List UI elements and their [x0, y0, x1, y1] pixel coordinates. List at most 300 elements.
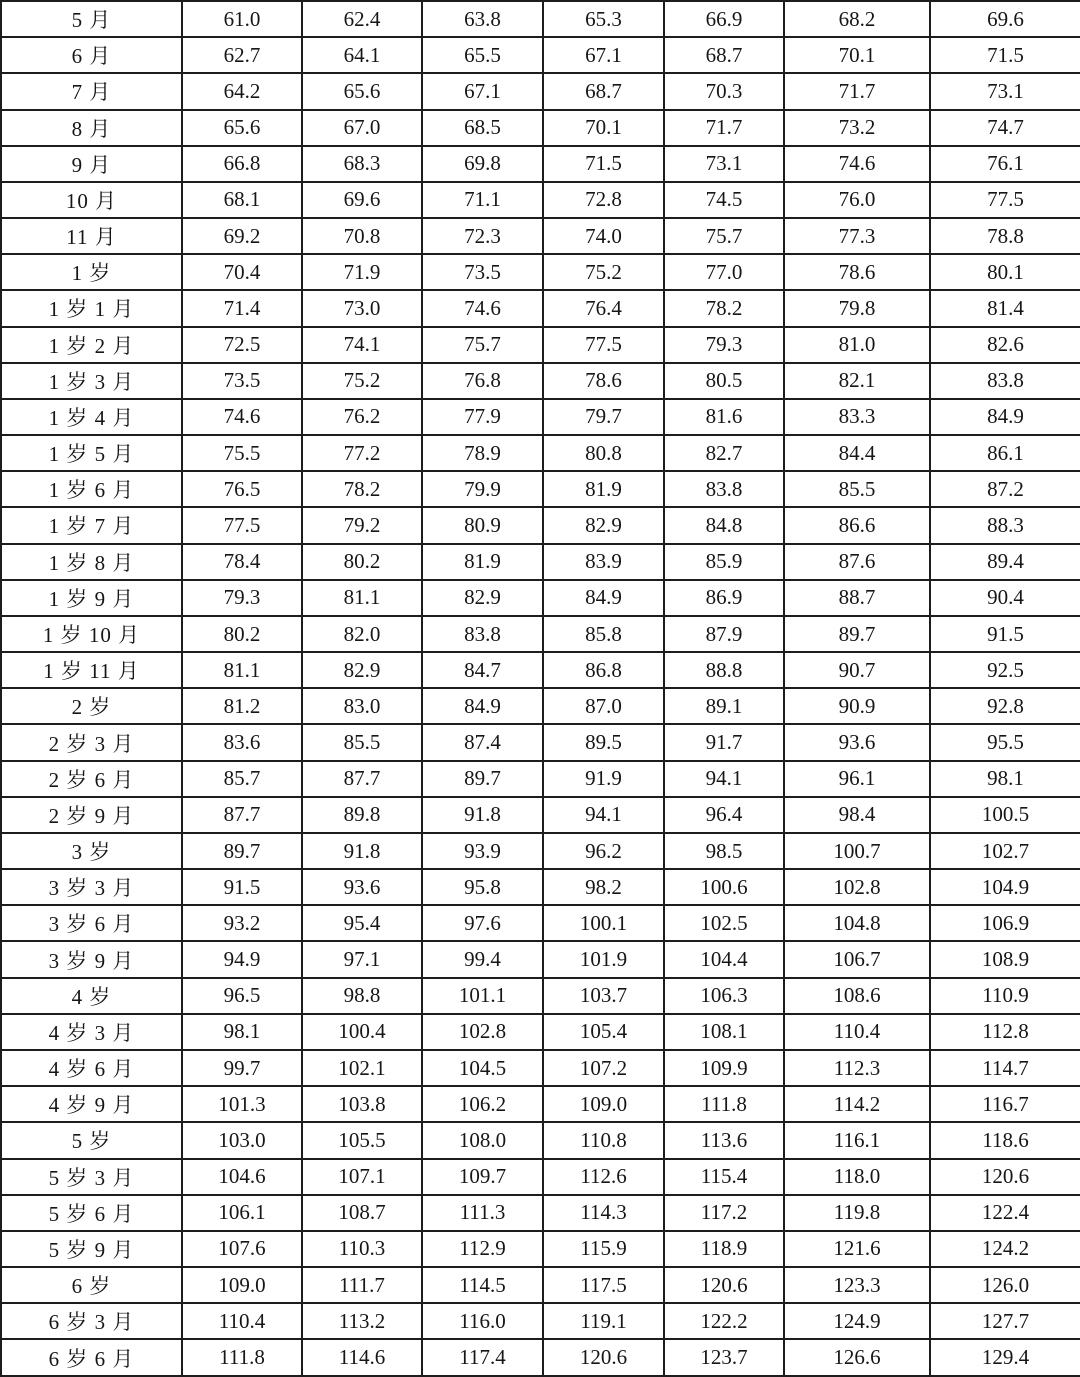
value-cell: 98.1	[930, 761, 1080, 797]
value-cell: 100.1	[543, 905, 664, 941]
value-cell: 74.1	[302, 327, 422, 363]
value-cell: 82.0	[302, 616, 422, 652]
age-label-cell: 3 岁	[1, 833, 182, 869]
value-cell: 114.5	[422, 1267, 543, 1303]
value-cell: 76.0	[784, 182, 930, 218]
value-cell: 95.8	[422, 869, 543, 905]
value-cell: 93.6	[784, 724, 930, 760]
value-cell: 98.4	[784, 797, 930, 833]
value-cell: 78.6	[543, 363, 664, 399]
table-row	[1, 761, 1080, 797]
age-label-cell: 3 岁 3 月	[1, 869, 182, 905]
value-cell: 92.5	[930, 652, 1080, 688]
value-cell: 77.5	[543, 327, 664, 363]
value-cell: 108.0	[422, 1122, 543, 1158]
value-cell: 85.8	[543, 616, 664, 652]
value-cell: 70.3	[664, 73, 784, 109]
age-label-cell: 5 岁	[1, 1122, 182, 1158]
age-label-cell: 5 岁 6 月	[1, 1195, 182, 1231]
value-cell: 87.2	[930, 471, 1080, 507]
value-cell: 78.2	[664, 290, 784, 326]
value-cell: 76.5	[182, 471, 302, 507]
value-cell: 112.8	[930, 1014, 1080, 1050]
age-label-cell: 1 岁 2 月	[1, 327, 182, 363]
value-cell: 106.3	[664, 978, 784, 1014]
value-cell: 118.0	[784, 1159, 930, 1195]
value-cell: 102.1	[302, 1050, 422, 1086]
value-cell: 73.1	[930, 73, 1080, 109]
table-row	[1, 1159, 1080, 1195]
value-cell: 65.6	[182, 110, 302, 146]
value-cell: 121.6	[784, 1231, 930, 1267]
value-cell: 70.1	[784, 37, 930, 73]
value-cell: 74.6	[784, 146, 930, 182]
value-cell: 100.6	[664, 869, 784, 905]
value-cell: 67.0	[302, 110, 422, 146]
value-cell: 68.7	[664, 37, 784, 73]
value-cell: 84.7	[422, 652, 543, 688]
table-row	[1, 724, 1080, 760]
value-cell: 110.8	[543, 1122, 664, 1158]
value-cell: 78.6	[784, 254, 930, 290]
age-label-cell: 5 岁 9 月	[1, 1231, 182, 1267]
value-cell: 68.2	[784, 1, 930, 37]
value-cell: 110.9	[930, 978, 1080, 1014]
value-cell: 100.7	[784, 833, 930, 869]
value-cell: 65.3	[543, 1, 664, 37]
value-cell: 87.9	[664, 616, 784, 652]
value-cell: 71.1	[422, 182, 543, 218]
value-cell: 112.6	[543, 1159, 664, 1195]
value-cell: 77.5	[930, 182, 1080, 218]
value-cell: 81.4	[930, 290, 1080, 326]
value-cell: 85.7	[182, 761, 302, 797]
age-label-cell: 1 岁 9 月	[1, 580, 182, 616]
age-label-cell: 1 岁 3 月	[1, 363, 182, 399]
value-cell: 79.3	[664, 327, 784, 363]
value-cell: 116.0	[422, 1303, 543, 1339]
age-label-cell: 1 岁 8 月	[1, 544, 182, 580]
value-cell: 88.3	[930, 507, 1080, 543]
value-cell: 119.1	[543, 1303, 664, 1339]
value-cell: 81.6	[664, 399, 784, 435]
value-cell: 64.2	[182, 73, 302, 109]
value-cell: 91.7	[664, 724, 784, 760]
value-cell: 94.1	[664, 761, 784, 797]
value-cell: 72.5	[182, 327, 302, 363]
value-cell: 100.5	[930, 797, 1080, 833]
value-cell: 129.4	[930, 1339, 1080, 1376]
value-cell: 79.2	[302, 507, 422, 543]
value-cell: 81.1	[182, 652, 302, 688]
value-cell: 99.4	[422, 941, 543, 977]
value-cell: 68.7	[543, 73, 664, 109]
value-cell: 89.7	[422, 761, 543, 797]
age-label-cell: 6 月	[1, 37, 182, 73]
value-cell: 74.0	[543, 218, 664, 254]
value-cell: 112.9	[422, 1231, 543, 1267]
value-cell: 102.7	[930, 833, 1080, 869]
value-cell: 79.3	[182, 580, 302, 616]
table-row	[1, 435, 1080, 471]
value-cell: 94.1	[543, 797, 664, 833]
value-cell: 93.9	[422, 833, 543, 869]
value-cell: 75.7	[664, 218, 784, 254]
value-cell: 74.6	[182, 399, 302, 435]
value-cell: 66.9	[664, 1, 784, 37]
value-cell: 91.5	[930, 616, 1080, 652]
value-cell: 87.7	[182, 797, 302, 833]
value-cell: 89.1	[664, 688, 784, 724]
value-cell: 67.1	[543, 37, 664, 73]
value-cell: 81.0	[784, 327, 930, 363]
age-label-cell: 3 岁 9 月	[1, 941, 182, 977]
value-cell: 109.7	[422, 1159, 543, 1195]
value-cell: 108.1	[664, 1014, 784, 1050]
value-cell: 71.9	[302, 254, 422, 290]
table-row	[1, 471, 1080, 507]
value-cell: 120.6	[664, 1267, 784, 1303]
value-cell: 106.2	[422, 1086, 543, 1122]
value-cell: 83.0	[302, 688, 422, 724]
value-cell: 126.0	[930, 1267, 1080, 1303]
value-cell: 70.4	[182, 254, 302, 290]
value-cell: 127.7	[930, 1303, 1080, 1339]
table-row	[1, 507, 1080, 543]
value-cell: 80.1	[930, 254, 1080, 290]
value-cell: 87.7	[302, 761, 422, 797]
age-label-cell: 2 岁 3 月	[1, 724, 182, 760]
value-cell: 108.7	[302, 1195, 422, 1231]
value-cell: 126.6	[784, 1339, 930, 1376]
value-cell: 76.8	[422, 363, 543, 399]
value-cell: 75.2	[543, 254, 664, 290]
value-cell: 71.7	[664, 110, 784, 146]
value-cell: 123.7	[664, 1339, 784, 1376]
value-cell: 111.3	[422, 1195, 543, 1231]
value-cell: 84.8	[664, 507, 784, 543]
value-cell: 84.9	[930, 399, 1080, 435]
value-cell: 63.8	[422, 1, 543, 37]
value-cell: 96.1	[784, 761, 930, 797]
value-cell: 86.8	[543, 652, 664, 688]
value-cell: 89.5	[543, 724, 664, 760]
value-cell: 75.5	[182, 435, 302, 471]
table-row	[1, 616, 1080, 652]
value-cell: 69.8	[422, 146, 543, 182]
value-cell: 69.2	[182, 218, 302, 254]
value-cell: 84.9	[543, 580, 664, 616]
value-cell: 70.8	[302, 218, 422, 254]
value-cell: 83.8	[930, 363, 1080, 399]
value-cell: 74.6	[422, 290, 543, 326]
value-cell: 77.5	[182, 507, 302, 543]
value-cell: 105.5	[302, 1122, 422, 1158]
value-cell: 71.5	[543, 146, 664, 182]
table-row	[1, 1231, 1080, 1267]
age-label-cell: 6 岁 6 月	[1, 1339, 182, 1376]
value-cell: 69.6	[930, 1, 1080, 37]
value-cell: 80.9	[422, 507, 543, 543]
value-cell: 75.2	[302, 363, 422, 399]
value-cell: 102.5	[664, 905, 784, 941]
table-row	[1, 688, 1080, 724]
value-cell: 73.0	[302, 290, 422, 326]
value-cell: 78.2	[302, 471, 422, 507]
value-cell: 90.4	[930, 580, 1080, 616]
value-cell: 81.1	[302, 580, 422, 616]
value-cell: 104.5	[422, 1050, 543, 1086]
value-cell: 83.8	[664, 471, 784, 507]
value-cell: 65.5	[422, 37, 543, 73]
value-cell: 74.7	[930, 110, 1080, 146]
table-row	[1, 399, 1080, 435]
value-cell: 86.1	[930, 435, 1080, 471]
value-cell: 80.2	[302, 544, 422, 580]
value-cell: 87.4	[422, 724, 543, 760]
value-cell: 90.9	[784, 688, 930, 724]
value-cell: 95.5	[930, 724, 1080, 760]
value-cell: 113.2	[302, 1303, 422, 1339]
value-cell: 91.5	[182, 869, 302, 905]
value-cell: 77.3	[784, 218, 930, 254]
age-label-cell: 5 岁 3 月	[1, 1159, 182, 1195]
value-cell: 98.8	[302, 978, 422, 1014]
value-cell: 80.8	[543, 435, 664, 471]
value-cell: 68.1	[182, 182, 302, 218]
value-cell: 87.6	[784, 544, 930, 580]
table-row	[1, 73, 1080, 109]
value-cell: 76.4	[543, 290, 664, 326]
value-cell: 111.7	[302, 1267, 422, 1303]
value-cell: 91.9	[543, 761, 664, 797]
value-cell: 108.9	[930, 941, 1080, 977]
value-cell: 116.1	[784, 1122, 930, 1158]
value-cell: 89.4	[930, 544, 1080, 580]
value-cell: 102.8	[422, 1014, 543, 1050]
value-cell: 104.6	[182, 1159, 302, 1195]
value-cell: 67.1	[422, 73, 543, 109]
age-label-cell: 5 月	[1, 1, 182, 37]
table-row	[1, 254, 1080, 290]
value-cell: 111.8	[664, 1086, 784, 1122]
age-label-cell: 2 岁 6 月	[1, 761, 182, 797]
value-cell: 73.1	[664, 146, 784, 182]
value-cell: 72.3	[422, 218, 543, 254]
value-cell: 62.4	[302, 1, 422, 37]
value-cell: 115.9	[543, 1231, 664, 1267]
table-row	[1, 544, 1080, 580]
value-cell: 82.9	[543, 507, 664, 543]
table-row	[1, 327, 1080, 363]
table-row	[1, 1339, 1080, 1376]
value-cell: 106.1	[182, 1195, 302, 1231]
value-cell: 61.0	[182, 1, 302, 37]
age-label-cell: 7 月	[1, 73, 182, 109]
age-label-cell: 10 月	[1, 182, 182, 218]
value-cell: 102.8	[784, 869, 930, 905]
value-cell: 85.5	[302, 724, 422, 760]
value-cell: 68.3	[302, 146, 422, 182]
value-cell: 117.2	[664, 1195, 784, 1231]
value-cell: 107.1	[302, 1159, 422, 1195]
table-row	[1, 1, 1080, 37]
age-label-cell: 9 月	[1, 146, 182, 182]
table-row	[1, 218, 1080, 254]
value-cell: 76.2	[302, 399, 422, 435]
value-cell: 101.1	[422, 978, 543, 1014]
value-cell: 119.8	[784, 1195, 930, 1231]
value-cell: 108.6	[784, 978, 930, 1014]
value-cell: 101.9	[543, 941, 664, 977]
value-cell: 96.5	[182, 978, 302, 1014]
value-cell: 110.3	[302, 1231, 422, 1267]
value-cell: 107.2	[543, 1050, 664, 1086]
value-cell: 118.9	[664, 1231, 784, 1267]
value-cell: 86.9	[664, 580, 784, 616]
value-cell: 111.8	[182, 1339, 302, 1376]
value-cell: 104.9	[930, 869, 1080, 905]
value-cell: 70.1	[543, 110, 664, 146]
value-cell: 101.3	[182, 1086, 302, 1122]
value-cell: 85.9	[664, 544, 784, 580]
value-cell: 98.1	[182, 1014, 302, 1050]
value-cell: 80.2	[182, 616, 302, 652]
value-cell: 96.2	[543, 833, 664, 869]
age-label-cell: 1 岁 6 月	[1, 471, 182, 507]
value-cell: 68.5	[422, 110, 543, 146]
value-cell: 88.7	[784, 580, 930, 616]
value-cell: 71.4	[182, 290, 302, 326]
age-label-cell: 6 岁	[1, 1267, 182, 1303]
value-cell: 120.6	[543, 1339, 664, 1376]
value-cell: 115.4	[664, 1159, 784, 1195]
value-cell: 124.9	[784, 1303, 930, 1339]
table-row	[1, 833, 1080, 869]
value-cell: 100.4	[302, 1014, 422, 1050]
value-cell: 77.0	[664, 254, 784, 290]
value-cell: 79.8	[784, 290, 930, 326]
age-label-cell: 11 月	[1, 218, 182, 254]
value-cell: 81.9	[422, 544, 543, 580]
table-row	[1, 110, 1080, 146]
value-cell: 82.7	[664, 435, 784, 471]
value-cell: 73.5	[422, 254, 543, 290]
value-cell: 71.5	[930, 37, 1080, 73]
value-cell: 89.8	[302, 797, 422, 833]
value-cell: 91.8	[302, 833, 422, 869]
value-cell: 84.4	[784, 435, 930, 471]
value-cell: 105.4	[543, 1014, 664, 1050]
value-cell: 86.6	[784, 507, 930, 543]
value-cell: 109.9	[664, 1050, 784, 1086]
value-cell: 95.4	[302, 905, 422, 941]
table-row	[1, 580, 1080, 616]
value-cell: 93.6	[302, 869, 422, 905]
value-cell: 118.6	[930, 1122, 1080, 1158]
value-cell: 90.7	[784, 652, 930, 688]
age-label-cell: 6 岁 3 月	[1, 1303, 182, 1339]
value-cell: 82.9	[302, 652, 422, 688]
age-label-cell: 1 岁 5 月	[1, 435, 182, 471]
value-cell: 78.4	[182, 544, 302, 580]
value-cell: 65.6	[302, 73, 422, 109]
value-cell: 79.9	[422, 471, 543, 507]
value-cell: 104.4	[664, 941, 784, 977]
value-cell: 98.5	[664, 833, 784, 869]
value-cell: 124.2	[930, 1231, 1080, 1267]
value-cell: 96.4	[664, 797, 784, 833]
age-label-cell: 4 岁	[1, 978, 182, 1014]
value-cell: 88.8	[664, 652, 784, 688]
value-cell: 103.0	[182, 1122, 302, 1158]
value-cell: 91.8	[422, 797, 543, 833]
value-cell: 81.9	[543, 471, 664, 507]
value-cell: 104.8	[784, 905, 930, 941]
value-cell: 99.7	[182, 1050, 302, 1086]
value-cell: 109.0	[543, 1086, 664, 1122]
value-cell: 83.3	[784, 399, 930, 435]
table-row	[1, 1195, 1080, 1231]
value-cell: 62.7	[182, 37, 302, 73]
value-cell: 106.7	[784, 941, 930, 977]
age-label-cell: 1 岁 1 月	[1, 290, 182, 326]
age-label-cell: 2 岁 9 月	[1, 797, 182, 833]
age-label-cell: 1 岁 7 月	[1, 507, 182, 543]
value-cell: 83.8	[422, 616, 543, 652]
age-label-cell: 2 岁	[1, 688, 182, 724]
value-cell: 69.6	[302, 182, 422, 218]
value-cell: 112.3	[784, 1050, 930, 1086]
value-cell: 107.6	[182, 1231, 302, 1267]
age-label-cell: 4 岁 6 月	[1, 1050, 182, 1086]
table-row	[1, 1122, 1080, 1158]
age-label-cell: 1 岁 10 月	[1, 616, 182, 652]
value-cell: 74.5	[664, 182, 784, 218]
table-row	[1, 978, 1080, 1014]
value-cell: 110.4	[784, 1014, 930, 1050]
value-cell: 78.9	[422, 435, 543, 471]
value-cell: 82.6	[930, 327, 1080, 363]
age-label-cell: 3 岁 6 月	[1, 905, 182, 941]
value-cell: 122.2	[664, 1303, 784, 1339]
age-label-cell: 4 岁 3 月	[1, 1014, 182, 1050]
value-cell: 82.1	[784, 363, 930, 399]
value-cell: 97.1	[302, 941, 422, 977]
value-cell: 98.2	[543, 869, 664, 905]
value-cell: 106.9	[930, 905, 1080, 941]
value-cell: 73.5	[182, 363, 302, 399]
value-cell: 82.9	[422, 580, 543, 616]
value-cell: 83.9	[543, 544, 664, 580]
value-cell: 78.8	[930, 218, 1080, 254]
table-row	[1, 1086, 1080, 1122]
table-row	[1, 37, 1080, 73]
age-label-cell: 1 岁 4 月	[1, 399, 182, 435]
value-cell: 97.6	[422, 905, 543, 941]
value-cell: 66.8	[182, 146, 302, 182]
table-row	[1, 290, 1080, 326]
table-row	[1, 797, 1080, 833]
value-cell: 79.7	[543, 399, 664, 435]
value-cell: 85.5	[784, 471, 930, 507]
value-cell: 89.7	[784, 616, 930, 652]
value-cell: 75.7	[422, 327, 543, 363]
value-cell: 80.5	[664, 363, 784, 399]
value-cell: 72.8	[543, 182, 664, 218]
table-row	[1, 941, 1080, 977]
value-cell: 114.6	[302, 1339, 422, 1376]
